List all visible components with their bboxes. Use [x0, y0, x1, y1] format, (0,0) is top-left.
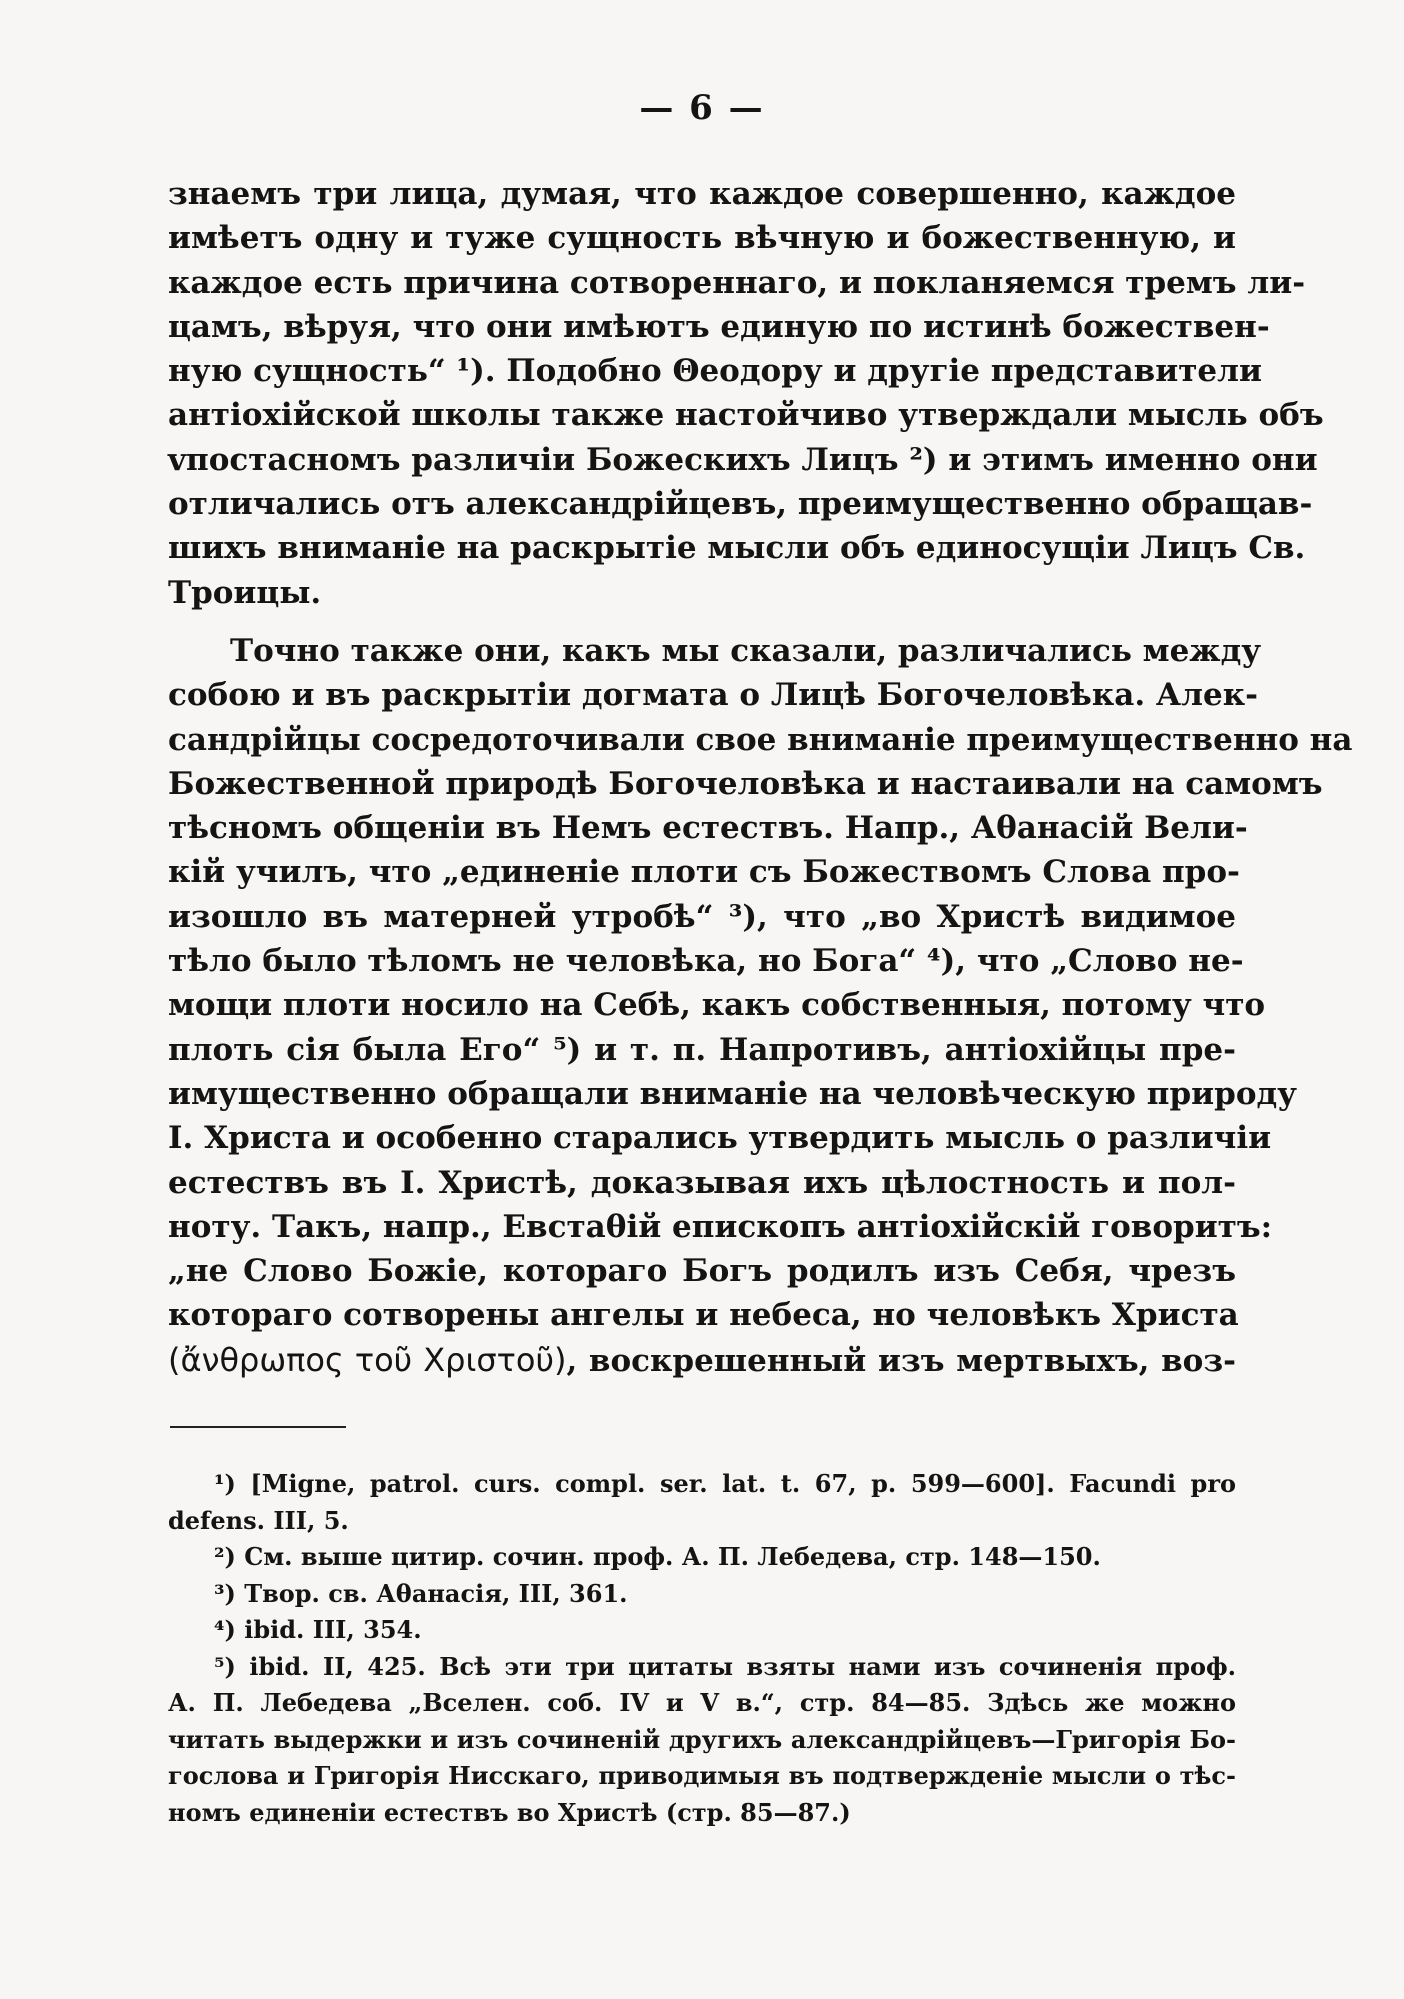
text-line-tail: , воскрешенный изъ мертвыхъ, воз-	[566, 1342, 1236, 1379]
text-line: „не Слово Божіе, котораго Богъ родилъ изъ Себя, чрезъ	[168, 1253, 1236, 1290]
text-line: антіохійской школы также настойчиво утверждали мысль объ	[168, 397, 1324, 434]
page-number: — 6 —	[639, 88, 765, 128]
main-text	[168, 172, 1353, 1382]
footnote-line: ³) Твор. св. Аθанасія, III, 361.	[214, 1578, 628, 1608]
text-line: кій училъ, что „единеніе плоти съ Божествомъ Слова про-	[168, 854, 1240, 891]
text-line: цамъ, вѣруя, что они имѣютъ единую по истинѣ божествен-	[168, 308, 1270, 345]
paragraph-2	[168, 629, 1353, 1382]
text-line: собою и въ раскрытіи догмата о Лицѣ Богочеловѣка. Алек-	[168, 677, 1258, 714]
footnotes	[168, 1466, 1236, 1831]
text-line: сандрійцы сосредоточивали свое вниманіе преимущественно на	[168, 721, 1353, 758]
text-line: мощи плоти носило на Себѣ, какъ собственныя, потому что	[168, 987, 1266, 1024]
text-line: плоть сія была Его“ ⁵) и т. п. Напротивъ, антіохійцы пре-	[168, 1031, 1236, 1068]
footnote-line: читать выдержки и изъ сочиненій другихъ александрійцевъ—Григорія Бо-	[168, 1724, 1236, 1754]
text-line: отличались отъ александрійцевъ, преимущественно обращав-	[168, 486, 1313, 523]
text-line: котораго сотворены ангелы и небеса, но человѣкъ Христа	[168, 1297, 1239, 1334]
text-line: Троицы.	[168, 574, 322, 611]
footnote-divider	[170, 1426, 346, 1428]
text-line: vпостасномъ различіи Божескихъ Лицъ ²) и этимъ именно они	[168, 441, 1318, 478]
paragraph-1	[168, 172, 1324, 615]
footnote-line: А. П. Лебедева „Вселен. соб. IV и V в.“, стр. 84—85. Здѣсь же можно	[168, 1688, 1236, 1717]
text-line: тѣло было тѣломъ не человѣка, но Бога“ ⁴), что „Слово не-	[168, 943, 1244, 980]
footnote-line: ⁴) ibid. III, 354.	[214, 1615, 422, 1644]
footnote-line: номъ единеніи естествъ во Христѣ (стр. 85—87.)	[168, 1797, 851, 1827]
text-line: ноту. Такъ, напр., Евстаθій епископъ антіохійскій говоритъ:	[168, 1208, 1273, 1245]
footnote-line: гослова и Григорія Нисскаго, приводимыя въ подтвержденіе мысли о тѣс-	[168, 1761, 1236, 1790]
text-line: каждое есть причина сотвореннаго, и покланяемся тремъ ли-	[168, 264, 1306, 301]
footnote-line: ²) См. выше цитир. сочин. проф. А. П. Лебедева, стр. 148—150.	[214, 1542, 1101, 1571]
text-line: имущественно обращали вниманіе на человѣческую природу	[168, 1075, 1298, 1112]
text-line: ную сущность“ ¹). Подобно Θеодору и другіе представители	[168, 353, 1262, 390]
text-line: Точно также они, какъ мы сказали, различались между	[230, 632, 1262, 669]
text-line: І. Христа и особенно старались утвердить мысль о различіи	[168, 1120, 1272, 1157]
text-line: естествъ въ І. Христѣ, доказывая ихъ цѣлостность и пол-	[168, 1164, 1236, 1201]
text-line-greek	[168, 1338, 1236, 1382]
footnote-line: ¹) [Migne, patrol. curs. compl. ser. lat. t. 67, p. 599—600]. Facundi pro	[214, 1469, 1236, 1498]
footnote-line: ⁵) ibid. II, 425. Всѣ эти три цитаты взяты нами изъ сочиненія проф.	[214, 1651, 1236, 1681]
text-line: шихъ вниманіе на раскрытіе мысли объ единосущіи Лицъ Св.	[168, 530, 1306, 567]
text-line: знаемъ три лица, думая, что каждое совершенно, каждое	[168, 176, 1236, 212]
greek-phrase: (ἄνθρωπος τοῦ Χριστοῦ)	[168, 1340, 567, 1379]
text-line: имѣетъ одну и туже сущность вѣчную и божественную, и	[168, 220, 1236, 257]
text-line: тѣсномъ общеніи въ Немъ естествъ. Напр., Аθанасій Вели-	[168, 810, 1248, 847]
text-line: изошло въ матерней утробѣ“ ³), что „во Христѣ видимое	[168, 898, 1236, 935]
text-line: Божественной природѣ Богочеловѣка и настаивали на самомъ	[168, 765, 1323, 802]
footnote-line: defens. III, 5.	[168, 1505, 349, 1535]
